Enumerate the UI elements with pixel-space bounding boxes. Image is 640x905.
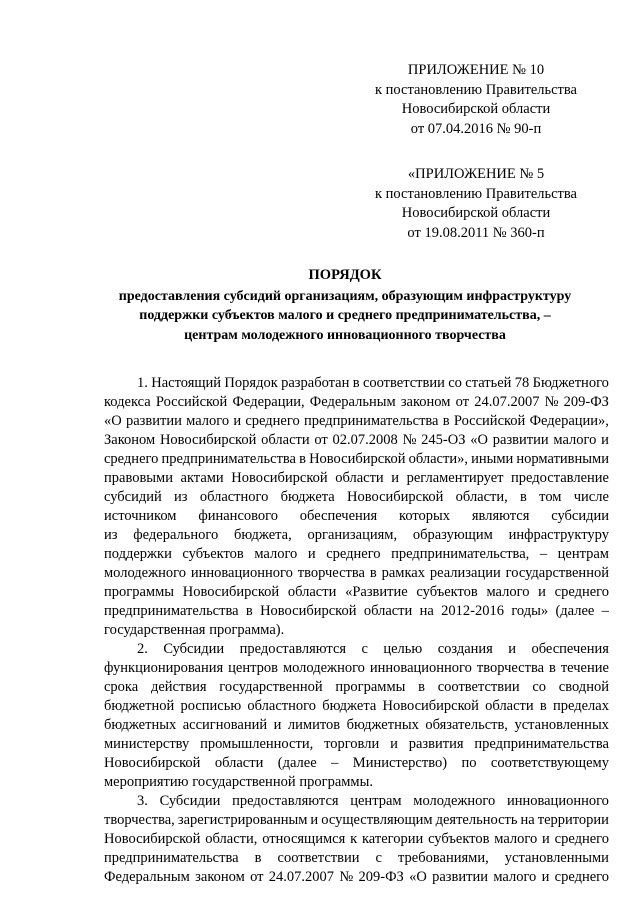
body-text-line: Федеральным законом от 24.07.2007 № 209-ФЗ «О развитии малого и среднего [104, 869, 609, 885]
body-text-line: правовыми актами Новосибирской области и регламентирует предоставление [104, 470, 609, 486]
document-title: ПОРЯДОК [308, 267, 382, 283]
document-subtitle-line: центрам молодежного инновационного творчества [184, 327, 506, 343]
body-text-line: молодежного инновационного творчества в рамках реализации государственной [104, 565, 609, 581]
appendix-line: Новосибирской области [401, 205, 551, 221]
body-text-line: мероприятию государственной программы. [104, 774, 373, 790]
document-subtitle-line: поддержки субъектов малого и среднего предпринимательства, – [139, 308, 551, 323]
body-text-line: министерству промышленности, торговли и развития предпринимательства [104, 736, 609, 752]
body-text-line: «О развитии малого и среднего предпринимательства в Российской Федерации», [104, 413, 609, 429]
body-text-line: Новосибирской области (далее – Министерство) по соответствующему [104, 755, 609, 771]
appendix-title: «ПРИЛОЖЕНИЕ № 5 [407, 166, 545, 182]
body-text-line: государственная программа). [104, 622, 285, 638]
appendix-line: от 19.08.2011 № 360-п [407, 224, 545, 241]
body-text-line: среднего предпринимательства в Новосибирской области», иными нормативными [104, 451, 609, 467]
document-subtitle-line: предоставления субсидий организациям, образующим инфраструктуру [118, 288, 572, 304]
document-title-block [80, 266, 610, 345]
appendix-line: к постановлению Правительства [375, 185, 577, 202]
body-text-line: 2. Субсидии предоставляются с целью создания и обеспечения [137, 641, 609, 657]
body-text-line: бюджетной росписью областного бюджета Новосибирской области в пределах [104, 698, 609, 714]
body-text-line: кодекса Российской Федерации, Федеральным законом от 24.07.2007 № 209-ФЗ [104, 394, 609, 410]
appendix-line: от 07.04.2016 № 90-п [410, 120, 542, 137]
body-text-line: срока действия государственной программы в соответствии со сводной [104, 679, 609, 695]
appendix-line: к постановлению Правительства [375, 81, 577, 98]
body-text-line: субсидий из областного бюджета Новосибирской области, в том числе [104, 489, 609, 505]
appendix-header-original [346, 165, 606, 243]
document-body [104, 374, 609, 887]
body-text-line: источником финансового обеспечения которых являются субсидии [104, 508, 609, 524]
body-text-line: функционирования центров молодежного инновационного творчества в течение [104, 660, 609, 676]
appendix-title: ПРИЛОЖЕНИЕ № 10 [407, 62, 545, 78]
body-text-line: из федерального бюджета, организациям, образующим инфраструктуру [104, 527, 609, 543]
body-text-line: предпринимательства в Новосибирской области на 2012-2016 годы» (далее – [104, 603, 609, 619]
body-text-line: предпринимательства в соответствии с требованиями, установленными [104, 850, 609, 866]
body-text-line: программы Новосибирской области «Развитие субъектов малого и среднего [104, 584, 609, 600]
appendix-line: Новосибирской области [401, 101, 551, 117]
appendix-header-current [346, 61, 606, 139]
body-text-line: 3. Субсидии предоставляются центрам молодежного инновационного [137, 793, 609, 809]
body-text-line: Законом Новосибирской области от 02.07.2008 № 245-ОЗ «О развитии малого и [104, 432, 609, 448]
body-text-line: Новосибирской области, относящимся к категории субъектов малого и среднего [104, 831, 609, 847]
body-text-line: поддержки субъектов малого и среднего предпринимательства, – центрам [104, 546, 609, 562]
body-text-line: бюджетных ассигнований и лимитов бюджетных обязательств, установленных [104, 717, 609, 733]
body-text-line: 1. Настоящий Порядок разработан в соответствии со статьей 78 Бюджетного [137, 375, 609, 391]
body-text-line: творчества, зарегистрированным и осуществляющим деятельность на территории [104, 812, 609, 828]
